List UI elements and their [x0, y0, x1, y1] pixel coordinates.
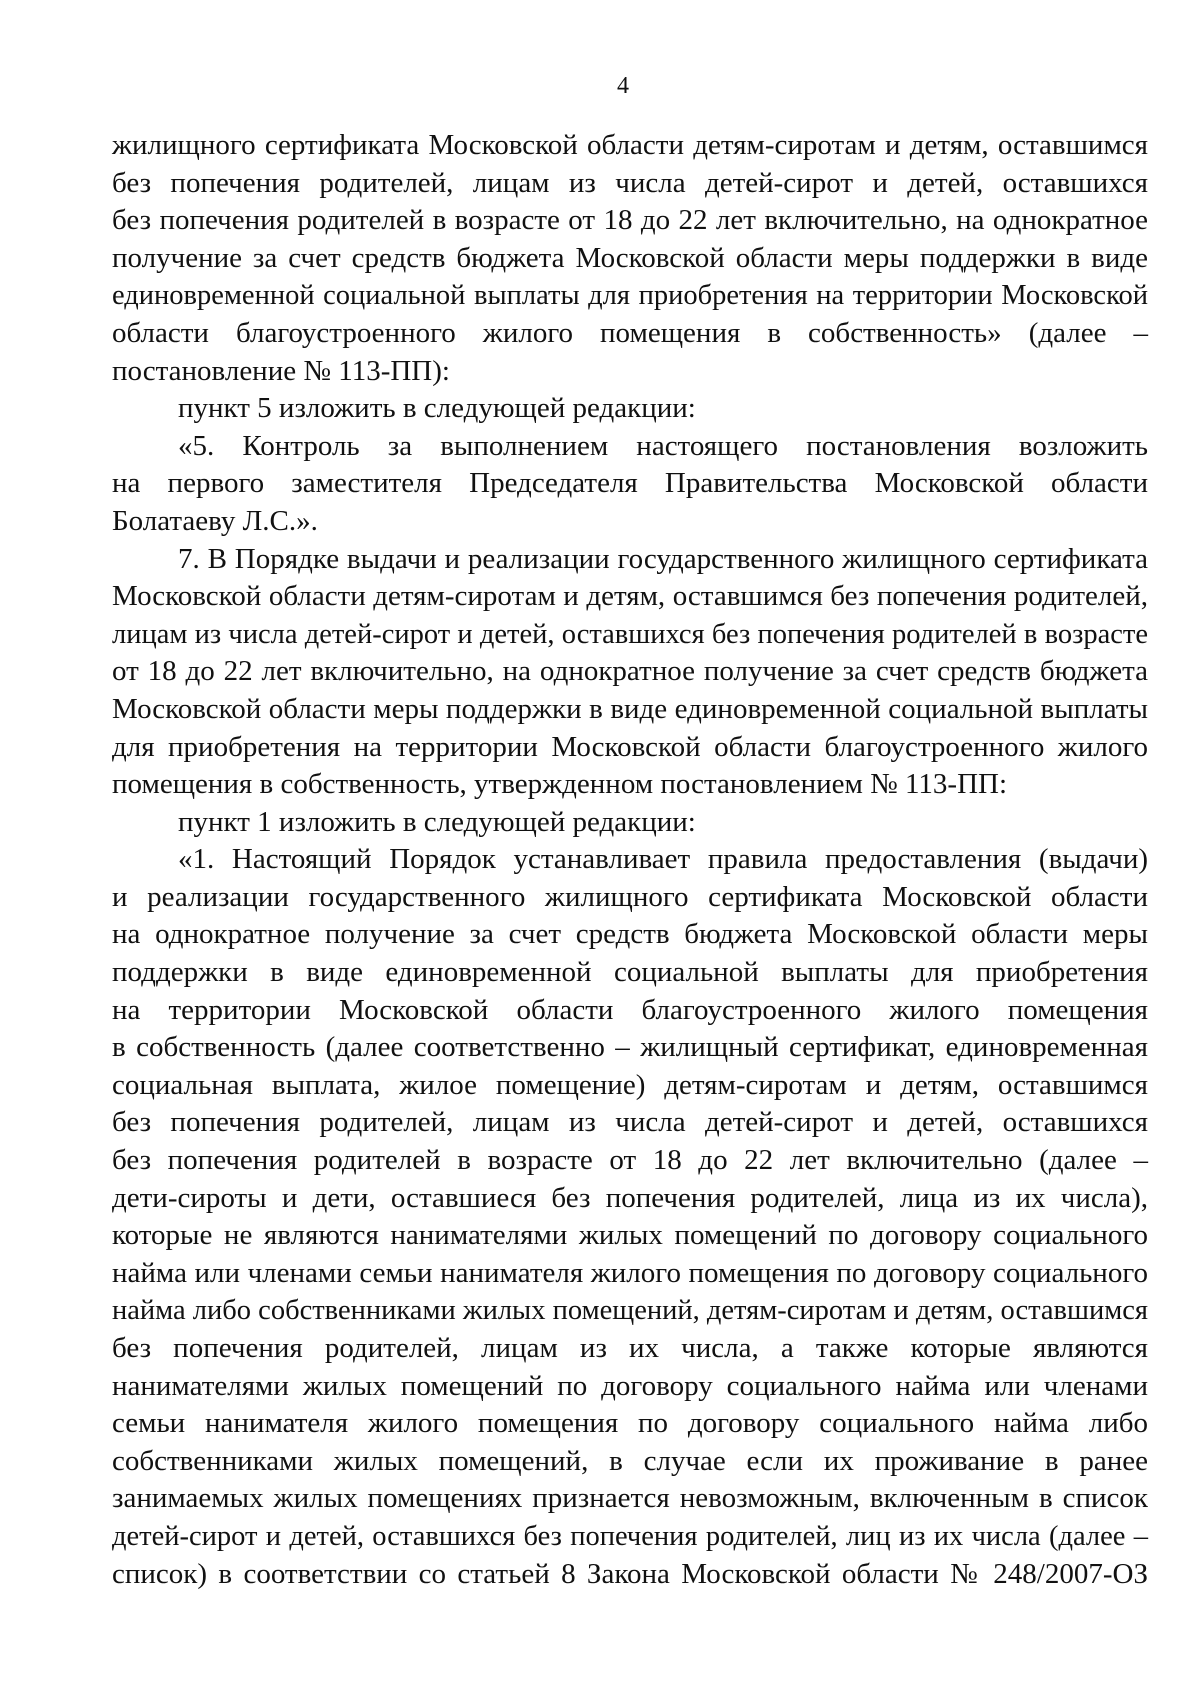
text-line: единовременной социальной выплаты для приобретения на территории Московской	[112, 280, 1148, 312]
text-line: от 18 до 22 лет включительно, на однократное получение за счет средств бюджета	[112, 655, 1148, 688]
text-line: без попечения родителей в возрасте от 18 до 22 лет включительно, на однократное	[112, 204, 1148, 237]
text-line: пункт 5 изложить в следующей редакции:	[178, 392, 696, 425]
text-line: дети-сироты и дети, оставшиеся без попечения родителей, лица из их числа),	[112, 1181, 1148, 1214]
text-line: постановление № 113-ПП):	[112, 354, 450, 387]
text-line: найма или членами семьи нанимателя жилого помещения по договору социального	[112, 1256, 1148, 1289]
text-line: детей-сирот и детей, оставшихся без попечения родителей, лиц из их числа (далее –	[112, 1520, 1148, 1552]
text-line: нанимателями жилых помещений по договору социального найма или членами	[112, 1369, 1148, 1402]
text-line: на однократное получение за счет средств бюджета Московской области меры	[112, 918, 1148, 951]
text-line: семьи нанимателя жилого помещения по договору социального найма либо	[112, 1407, 1148, 1440]
text-line: получение за счет средств бюджета Московской области меры поддержки в виде	[112, 241, 1148, 274]
text-line: Московской области меры поддержки в виде единовременной социальной выплаты	[112, 692, 1148, 725]
text-line: найма либо собственниками жилых помещений, детям-сиротам и детям, оставшимся	[112, 1295, 1148, 1327]
document-body	[112, 127, 1148, 1593]
text-line: 7. В Порядке выдачи и реализации государственного жилищного сертификата	[178, 542, 1148, 575]
text-line: без попечения родителей, лицам из числа детей-сирот и детей, оставшихся	[112, 1106, 1148, 1139]
text-line: социальная выплата, жилое помещение) детям-сиротам и детям, оставшимся	[112, 1068, 1148, 1101]
text-line: «5. Контроль за выполнением настоящего постановления возложить	[178, 429, 1148, 462]
text-line: без попечения родителей, лицам из их числа, а также которые являются	[112, 1332, 1148, 1364]
text-line: жилищного сертификата Московской области детям-сиротам и детям, оставшимся	[112, 129, 1148, 161]
text-line: пункт 1 изложить в следующей редакции:	[178, 805, 696, 838]
text-line: в собственность (далее соответственно – жилищный сертификат, единовременная	[112, 1031, 1148, 1064]
text-line: лицам из числа детей-сирот и детей, оставшихся без попечения родителей в возрасте	[112, 618, 1148, 650]
text-line: на первого заместителя Председателя Правительства Московской области	[112, 467, 1148, 500]
text-line: и реализации государственного жилищного сертификата Московской области	[112, 880, 1148, 913]
text-line: «1. Настоящий Порядок устанавливает правила предоставления (выдачи)	[178, 843, 1148, 876]
text-line: для приобретения на территории Московской области благоустроенного жилого	[112, 730, 1148, 763]
text-line: без попечения родителей, лицам из числа детей-сирот и детей, оставшихся	[112, 166, 1148, 199]
text-line: помещения в собственность, утвержденном постановлением № 113-ПП:	[112, 768, 1008, 801]
page-number: 4	[617, 73, 629, 99]
text-line: на территории Московской области благоустроенного жилого помещения	[112, 993, 1148, 1026]
text-line: занимаемых жилых помещениях признается невозможным, включенным в список	[112, 1482, 1148, 1515]
text-line: поддержки в виде единовременной социальной выплаты для приобретения	[112, 956, 1148, 989]
text-line: Московской области детям-сиротам и детям, оставшимся без попечения родителей,	[112, 580, 1148, 613]
text-line: без попечения родителей в возрасте от 18 до 22 лет включительно (далее –	[112, 1144, 1148, 1177]
text-line: список) в соответствии со статьей 8 Закона Московской области № 248/2007-ОЗ	[112, 1557, 1148, 1590]
text-line: собственниками жилых помещений, в случае если их проживание в ранее	[112, 1444, 1148, 1477]
text-line: области благоустроенного жилого помещения в собственность» (далее –	[112, 316, 1148, 349]
text-line: которые не являются нанимателями жилых помещений по договору социального	[112, 1219, 1148, 1252]
text-line: Болатаеву Л.С.».	[112, 504, 318, 537]
